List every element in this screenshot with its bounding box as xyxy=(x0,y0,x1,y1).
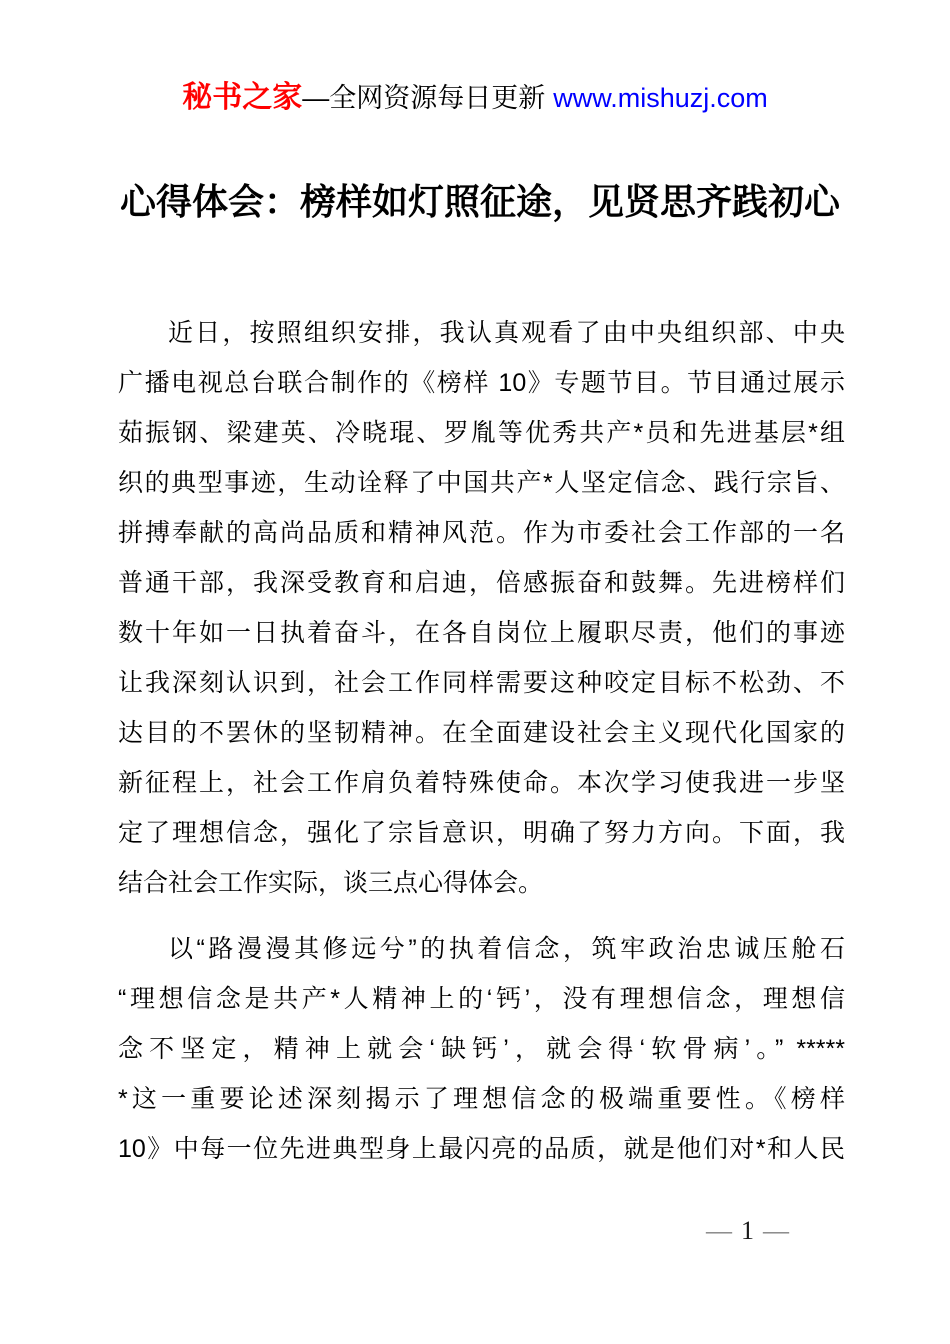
site-header xyxy=(0,80,950,116)
body-line: 茹振钢、梁建英、冷晓琨、罗胤等优秀共产*员和先进基层*组 xyxy=(118,419,845,447)
body-line: 达目的不罢休的坚韧精神。在全面建设社会主义现代化国家的 xyxy=(118,719,845,747)
body-line: 广播电视总台联合制作的《榜样 10》专题节目。节目通过展示 xyxy=(118,369,845,397)
body-line: “理想信念是共产*人精神上的‘钙’，没有理想信念，理想信 xyxy=(118,985,845,1013)
paragraph-1 xyxy=(118,308,845,908)
body-line: 普通干部，我深受教育和启迪，倍感振奋和鼓舞。先进榜样们 xyxy=(118,569,845,597)
document-title: 心得体会：榜样如灯照征途，见贤思齐践初心 xyxy=(119,181,840,222)
body-line: 拼搏奉献的高尚品质和精神风范。作为市委社会工作部的一名 xyxy=(118,519,845,547)
body-line: 结合社会工作实际，谈三点心得体会。 xyxy=(118,869,544,897)
site-tagline: —全网资源每日更新 xyxy=(302,83,546,113)
page-number-value: 1 xyxy=(741,1216,754,1245)
body-line: 数十年如一日执着奋斗，在各自岗位上履职尽责，他们的事迹 xyxy=(118,619,845,647)
body-line: 念不坚定，精神上就会‘缺钙’，就会得‘软骨病’。” ***** xyxy=(118,1035,845,1063)
body-line: 新征程上，社会工作肩负着特殊使命。本次学习使我进一步坚 xyxy=(118,769,845,797)
body-line: *这一重要论述深刻揭示了理想信念的极端重要性。《榜样 xyxy=(118,1085,845,1113)
page-number-right-dash: — xyxy=(763,1216,789,1245)
page-number xyxy=(697,1214,798,1248)
body-line: 以“路漫漫其修远兮”的执着信念，筑牢政治忠诚压舱石 xyxy=(168,935,845,963)
body-line: 10》中每一位先进典型身上最闪亮的品质，就是他们对*和人民 xyxy=(118,1135,845,1163)
page-number-left-dash: — xyxy=(706,1216,732,1245)
body-line: 近日，按照组织安排，我认真观看了由中央组织部、中央 xyxy=(168,319,845,347)
body-line: 让我深刻认识到，社会工作同样需要这种咬定目标不松劲、不 xyxy=(118,669,845,697)
body-line: 织的典型事迹，生动诠释了中国共产*人坚定信念、践行宗旨、 xyxy=(118,469,845,497)
site-name: 秘书之家 xyxy=(182,81,303,114)
body-line: 定了理想信念，强化了宗旨意识，明确了努力方向。下面，我 xyxy=(118,819,845,847)
document-body xyxy=(118,308,845,1174)
paragraph-2 xyxy=(118,924,845,1174)
site-url-link[interactable]: www.mishuzj.com xyxy=(553,83,768,113)
